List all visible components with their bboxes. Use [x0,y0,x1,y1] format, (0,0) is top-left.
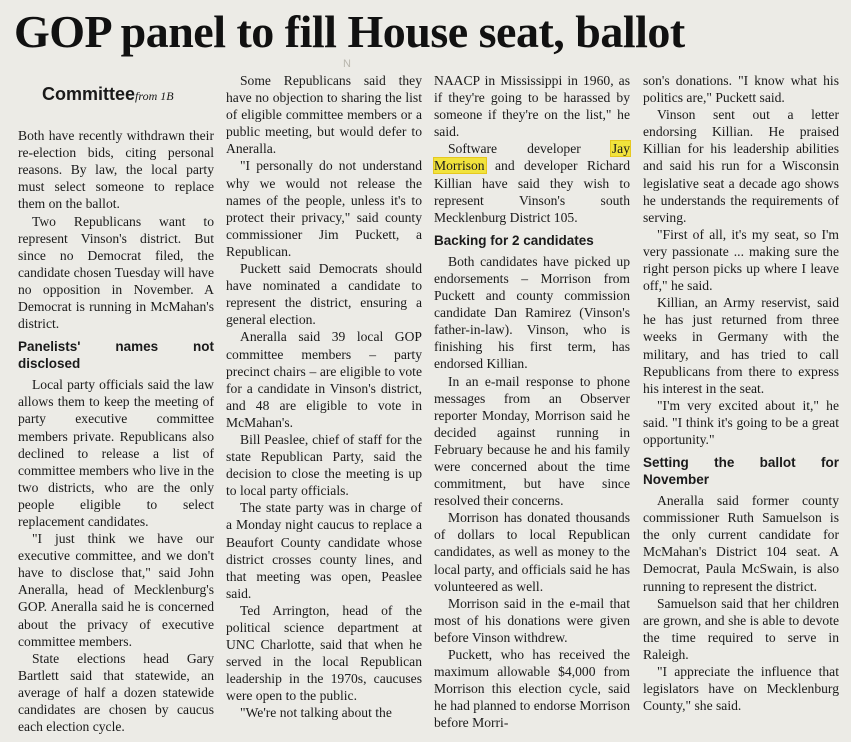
paragraph: The state party was in charge of a Monday night caucus to replace a Beaufort County candidate whose district crosses county lines, and that meeting was open, Peaslee said. [226,500,422,601]
jump-label [42,86,214,105]
jump-label-word: Committee [42,84,136,104]
paragraph: Bill Peaslee, chief of staff for the state Republican Party, said the decision to close the meeting is up to local party officials. [226,431,422,499]
jump-label-page: from 1B [135,89,174,103]
paragraph: Local party officials said the law allows them to keep the meeting of party executive committee members private. Republicans also declined to release a list of committee members who live in the two districts, who are the only people eligible to select replacement candidates. [18,377,214,529]
paragraph: Samuelson said that her children are grown, and she is able to devote the time required to serve in Raleigh. [643,595,839,662]
paragraph: son's donations. "I know what his politics are," Puckett said. [643,73,839,106]
paragraph-text: Software developer [448,141,611,157]
headline: GOP panel to fill House seat, ballot [14,6,685,57]
paragraph-text: and developer Richard Killian have said they wish to represent Vinson's south Mecklenburg District 105. [434,158,630,225]
paragraph: State elections head Gary Bartlett said that statewide, an average of half a dozen statewide candidates are chosen by caucus each election cycle. [18,650,214,735]
highlighted-name: Jay Morrison [434,141,630,174]
paragraph: Puckett, who has received the maximum allowable $4,000 from Morrison this election cycle, said he had planned to endorse Morrison before Morri- [434,647,630,731]
paragraph: Both candidates have picked up endorsements – Morrison from Puckett and county commission candidate Dan Ramirez (Vinson's father-in-law). Vinson, who is finishing his first term, has endorsed Killian. [434,253,630,372]
subhead-panelists: Panelists' names not disclosed [18,339,214,372]
paragraph: "I appreciate the influence that legislators have on Mecklenburg County," she said. [643,664,839,714]
paragraph: Aneralla said 39 local GOP committee members – party precinct chairs – are eligible to vote for a candidate in Vinson's district, and 48 are eligible to vote in McMahan's. [226,329,422,430]
paragraph: "I personally do not understand why we would not release the names of the people, unless it's to protect their privacy," said county commissioner Jim Puckett, a Republican. [226,158,422,259]
paragraph: In an e-mail response to phone messages from an Observer reporter Monday, Morrison said he decided against running in February because he and his family were concerned about the time commitment, but have since resolved their concerns. [434,373,630,509]
paragraph: "First of all, it's my seat, so I'm very passionate ... making sure the right person picks up where I leave off," he said. [643,226,839,294]
column-3 [434,72,630,731]
paragraph: NAACP in Mississippi in 1960, as if they're going to be harassed by someone if they're on the list," he said. [434,73,630,140]
paragraph: "I just think we have our executive committee, and we don't have to disclose that," said John Aneralla, head of Mecklenburg's GOP. Aneralla said he is concerned about the privacy of executive committee members. [18,531,214,649]
paragraph: Both have recently withdrawn their re-election bids, citing personal reasons. By law, the local party must select someone to replace them on the ballot. [18,128,214,212]
paragraph: Vinson sent out a letter endorsing Killian. He praised Killian for his leadership abilities and said his run for a Wisconsin legislative seat a decade ago shows he understands the requirements of serving. [643,107,839,225]
paragraph: Puckett said Democrats should have nominated a candidate to represent the district, ensuring a general election. [226,261,422,328]
subhead-backing: Backing for 2 candidates [434,232,594,248]
paragraph: Morrison said in the e-mail that most of his donations were given before Vinson withdrew. [434,595,630,645]
subhead-ballot: Setting the ballot for November [643,455,839,488]
column-1 [18,72,214,735]
column-2 [226,72,422,722]
paragraph: "I'm very excited about it," he said. "I think it's going to be a great opportunity." [643,397,839,447]
faint-mark: N [343,58,351,70]
paragraph-highlighted [434,140,630,225]
column-4 [643,72,839,714]
paragraph: Ted Arrington, head of the political science department at UNC Charlotte, said that when he served in the local Republican leadership in the 1970s, caucuses were open to the public. [226,602,422,704]
paragraph: Aneralla said former county commissioner Ruth Samuelson is the only current candidate for McMahan's District 104 seat. A Democrat, Paula McSwain, is also running to represent the district. [643,493,839,594]
paragraph: "We're not talking about the [240,705,392,721]
paragraph: Some Republicans said they have no objection to sharing the list of eligible committee members or a public meeting, but would defer to Aneralla. [226,73,422,157]
paragraph: Killian, an Army reservist, said he has just returned from three weeks in Germany with the military, and has tried to call Republicans from there to express his interest in the seat. [643,295,839,396]
paragraph: Morrison has donated thousands of dollars to local Republican candidates, as well as money to the local party, and officials said he has volunteered as well. [434,510,630,594]
paragraph: Two Republicans want to represent Vinson's district. But since no Democrat filed, the candidate chosen Tuesday will have no opposition in November. A Democrat is running in McMahan's district. [18,213,214,332]
